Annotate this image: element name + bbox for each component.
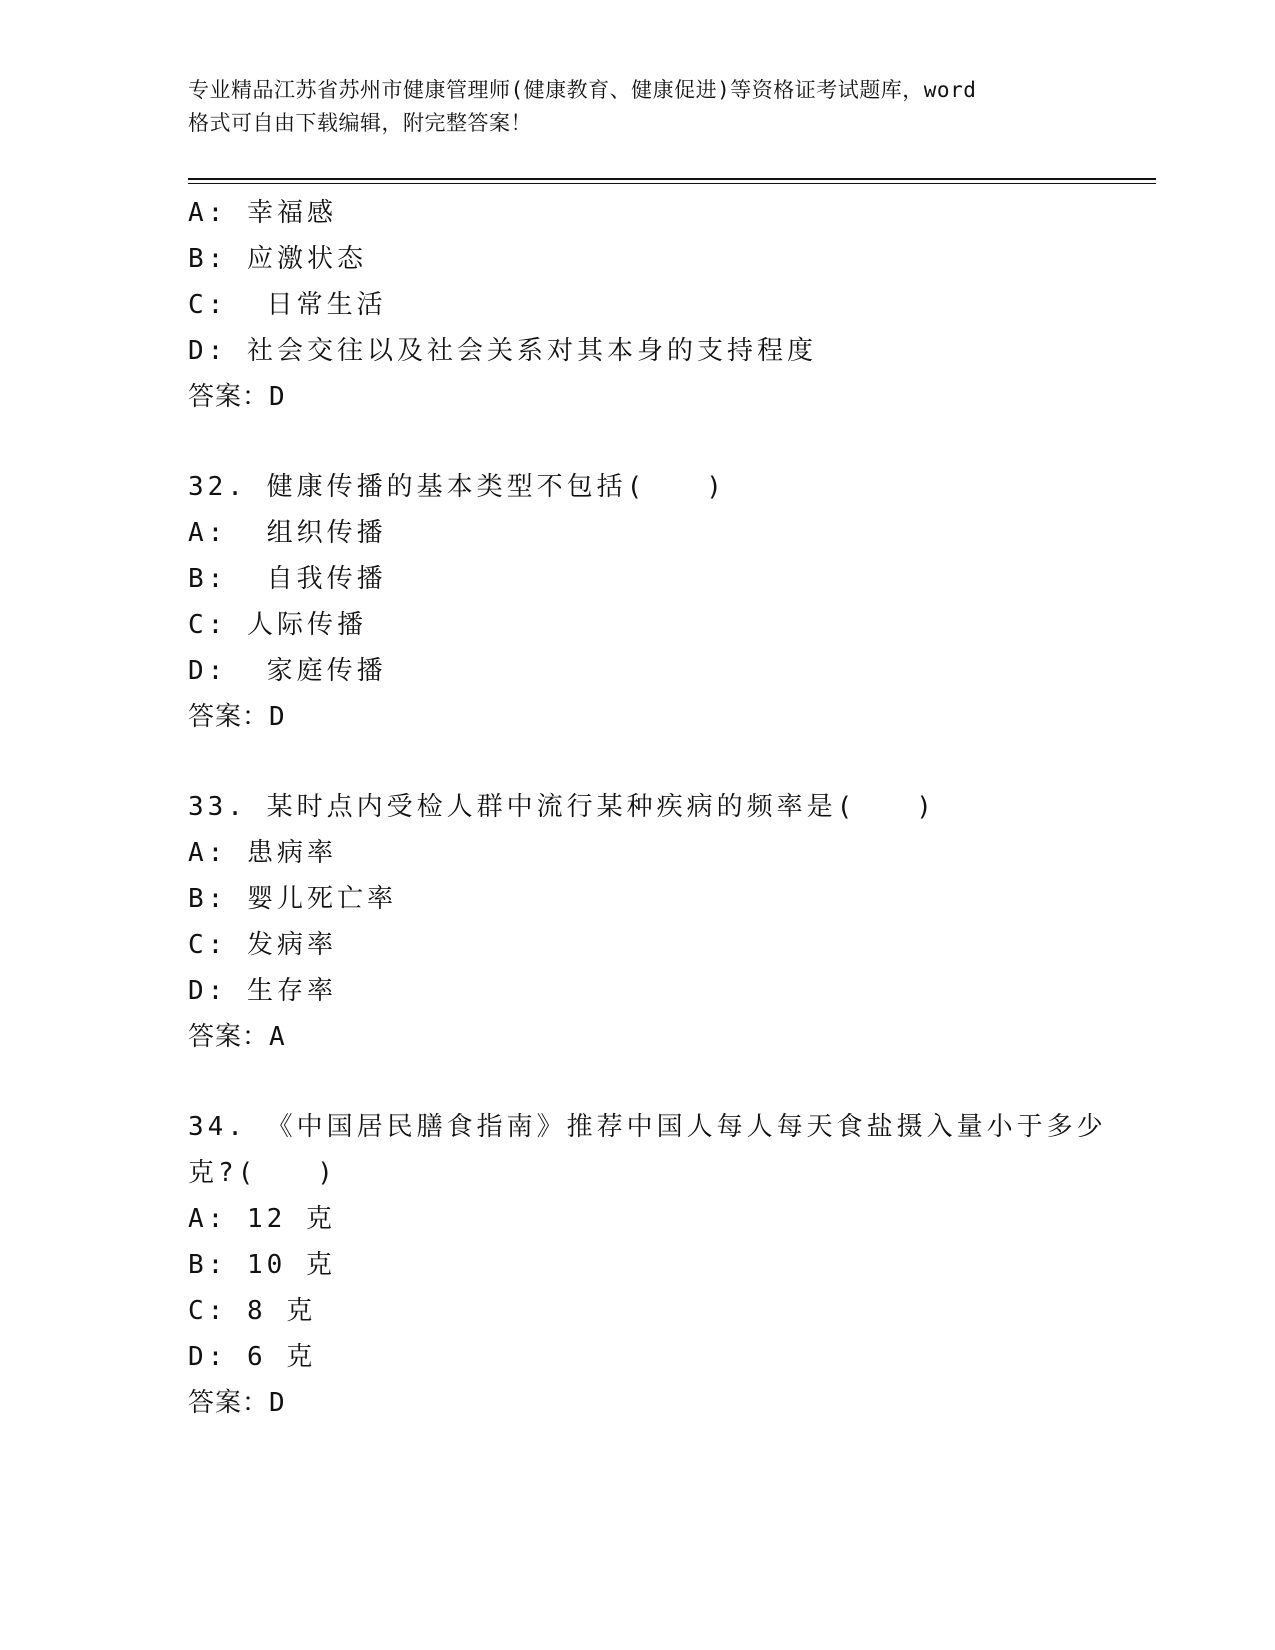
option-b: B: 自我传播	[188, 564, 387, 594]
option-a: A: 组织传播	[188, 518, 387, 548]
option-a: A: 12 克	[188, 1204, 336, 1234]
option-d: D: 6 克	[188, 1342, 317, 1372]
header-divider-thick	[188, 178, 1156, 180]
option-c: C: 发病率	[188, 930, 337, 960]
option-a: A: 患病率	[188, 838, 337, 868]
option-d: D: 家庭传播	[188, 656, 387, 686]
question-block-34	[188, 1104, 1107, 1426]
question-block-32	[188, 464, 1088, 740]
question-text: 32. 健康传播的基本类型不包括( )	[188, 472, 726, 502]
header-line-2: 格式可自由下载编辑，附完整答案！	[188, 111, 532, 135]
question-block-31	[188, 190, 1088, 420]
answer-line: 答案：D	[188, 702, 286, 732]
option-c: C: 8 克	[188, 1296, 317, 1326]
option-b: B: 婴儿死亡率	[188, 884, 397, 914]
option-d: D: 社会交往以及社会关系对其本身的支持程度	[188, 336, 817, 366]
document-header	[188, 74, 1088, 140]
option-a: A: 幸福感	[188, 198, 337, 228]
header-divider-thin	[188, 183, 1156, 184]
question-text-line-1: 34. 《中国居民膳食指南》推荐中国人每人每天食盐摄入量小于多少	[188, 1112, 1107, 1142]
question-text-line-2: 克?( )	[188, 1158, 337, 1188]
option-c: C: 日常生活	[188, 290, 387, 320]
question-list	[188, 190, 1107, 1426]
option-c: C: 人际传播	[188, 610, 367, 640]
option-b: B: 应激状态	[188, 244, 367, 274]
answer-line: 答案：D	[188, 382, 286, 412]
question-text: 33. 某时点内受检人群中流行某种疾病的频率是( )	[188, 792, 936, 822]
header-line-1: 专业精品江苏省苏州市健康管理师(健康教育、健康促进)等资格证考试题库，word	[188, 78, 977, 102]
answer-line: 答案：D	[188, 1388, 286, 1418]
option-b: B: 10 克	[188, 1250, 336, 1280]
option-d: D: 生存率	[188, 976, 337, 1006]
question-block-33	[188, 784, 1088, 1060]
spacer	[188, 740, 1088, 784]
spacer	[188, 420, 1088, 464]
spacer	[188, 1060, 1088, 1104]
answer-line: 答案：A	[188, 1022, 286, 1052]
